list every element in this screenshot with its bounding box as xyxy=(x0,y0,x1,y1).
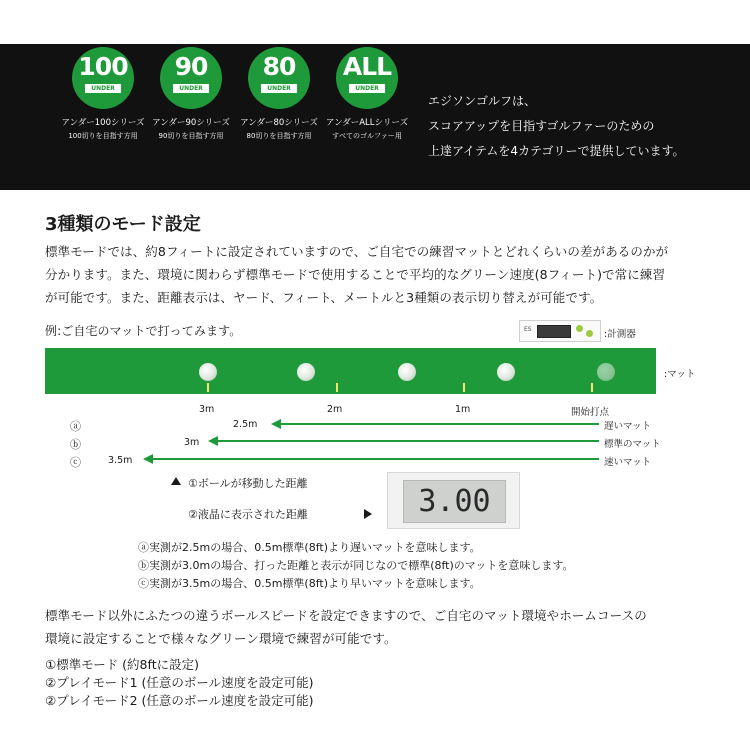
row-marker: ⓑ xyxy=(70,438,81,451)
distance-tick xyxy=(207,383,209,392)
row-distance: 2.5m xyxy=(233,419,258,430)
golf-ball xyxy=(497,363,515,381)
intro-line: 標準モードでは、約8フィートに設定されていますので、ご自宅での練習マットとどれくらいの差があるのかが xyxy=(45,244,669,259)
badge-under-80 xyxy=(234,47,324,141)
slogan-line: 上達アイテムを4カテゴリーで提供しています。 xyxy=(428,144,685,158)
badge-under-100 xyxy=(58,47,148,141)
triangle-right-icon xyxy=(364,509,372,519)
row-marker: ⓐ xyxy=(70,420,81,433)
golf-ball xyxy=(597,363,615,381)
modes-intro-line: 環境に設定することで様々なグリーン環境で練習が可能です。 xyxy=(45,631,397,646)
badge-circle xyxy=(160,47,222,109)
meter-logo: ES xyxy=(524,326,532,333)
badge-series: アンダー80シリーズ xyxy=(240,118,318,128)
measuring-device xyxy=(519,320,601,342)
slogan-line: スコアアップを目指すゴルファーのための xyxy=(428,119,655,133)
intro-line: 分かります。また、環境に関わらず標準モードで使用することで平均的なグリーン速度(8フィート)で常に練習 xyxy=(45,267,666,282)
badge-under-label: UNDER xyxy=(173,84,209,93)
legend-moved-distance: ①ボールが移動した距離 xyxy=(188,477,308,490)
badge-series: アンダー100シリーズ xyxy=(61,118,145,128)
arrow-line xyxy=(151,458,599,460)
badge-under-label: UNDER xyxy=(261,84,297,93)
distance-label: 2m xyxy=(327,404,343,415)
meter-label: :計測器 xyxy=(604,329,636,340)
distance-label: 3m xyxy=(199,404,215,415)
lcd-value: 3.00 xyxy=(403,480,506,523)
badge-sub: 90切りを目指す方用 xyxy=(158,132,224,140)
badge-number: ALL xyxy=(342,52,392,81)
badge-number: 80 xyxy=(262,52,296,81)
badge-circle xyxy=(248,47,310,109)
distance-label: 開始打点 xyxy=(571,407,610,418)
golf-ball xyxy=(297,363,315,381)
intro-line: が可能です。また、距離表示は、ヤード、フィート、メートルと3種類の表示切り替えが可能です。 xyxy=(45,290,603,305)
note-line: ⓑ実測が3.0mの場合、打った距離と表示が同じなので標準(8ft)のマットを意味します。 xyxy=(138,559,574,572)
row-marker: ⓒ xyxy=(70,456,81,469)
distance-tick xyxy=(336,383,338,392)
badge-sub: 100切りを目指す方用 xyxy=(68,132,138,140)
badge-number: 100 xyxy=(78,52,128,81)
row-result: 速いマット xyxy=(604,457,652,468)
note-line: ⓐ実測が2.5mの場合、0.5m標準(8ft)より遅いマットを意味します。 xyxy=(138,541,481,554)
badge-sub: すべてのゴルファー用 xyxy=(332,132,402,140)
modes-intro-line: 標準モード以外にふたつの違うボールスピードを設定できますので、ご自宅のマット環境やホームコースの xyxy=(45,608,647,623)
meter-button xyxy=(576,325,583,332)
mode-item: ①標準モード (約8ftに設定) xyxy=(45,657,199,672)
example-label: 例:ご自宅のマットで打ってみます。 xyxy=(45,324,242,338)
golf-ball xyxy=(199,363,217,381)
mode-item: ②プレイモード2 (任意のボール速度を設定可能) xyxy=(45,693,314,708)
mat-label: :マット xyxy=(664,369,696,380)
row-distance: 3.5m xyxy=(108,455,133,466)
badge-circle xyxy=(72,47,134,109)
slogan-line: エジソンゴルフは、 xyxy=(428,94,537,108)
distance-tick xyxy=(463,383,465,392)
distance-label: 1m xyxy=(455,404,471,415)
badge-number: 90 xyxy=(174,52,208,81)
meter-button xyxy=(586,330,593,337)
golf-ball xyxy=(398,363,416,381)
note-line: ⓒ実測が3.5mの場合、0.5m標準(8ft)より早いマットを意味します。 xyxy=(138,577,481,590)
badge-series: アンダー90シリーズ xyxy=(152,118,230,128)
arrow-line xyxy=(279,423,599,425)
row-result: 標準のマット xyxy=(604,439,661,450)
badge-under-90 xyxy=(146,47,236,141)
badge-circle xyxy=(336,47,398,109)
putting-mat xyxy=(45,348,656,394)
badge-under-label: UNDER xyxy=(349,84,385,93)
badge-under-all xyxy=(322,47,412,141)
lcd-display xyxy=(387,472,520,529)
meter-display xyxy=(537,325,571,338)
triangle-up-icon xyxy=(171,477,181,485)
badge-under-label: UNDER xyxy=(85,84,121,93)
row-result: 遅いマット xyxy=(604,421,652,432)
row-distance: 3m xyxy=(184,437,200,448)
legend-lcd-distance: ②液晶に表示された距離 xyxy=(188,508,308,521)
badge-series: アンダーALLシリーズ xyxy=(325,118,409,128)
badge-sub: 80切りを目指す方用 xyxy=(246,132,312,140)
mode-item: ②プレイモード1 (任意のボール速度を設定可能) xyxy=(45,675,314,690)
section-title: 3種類のモード設定 xyxy=(45,214,201,235)
distance-tick xyxy=(591,383,593,392)
arrow-line xyxy=(216,440,599,442)
